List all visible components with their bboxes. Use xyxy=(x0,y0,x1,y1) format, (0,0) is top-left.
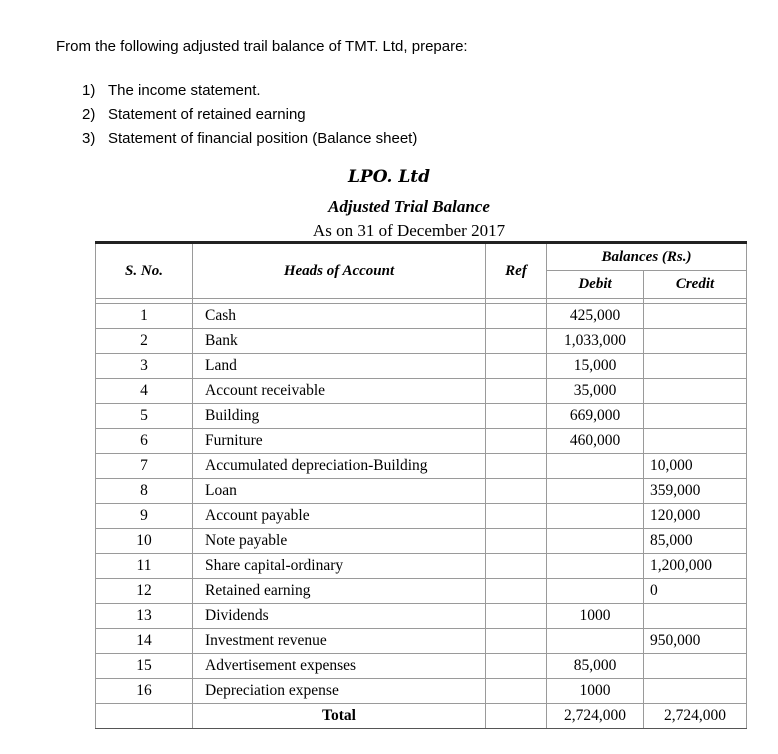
row-head-of-account: Share capital-ordinary xyxy=(193,554,486,579)
row-sno: 5 xyxy=(96,404,193,429)
table-row xyxy=(96,504,747,529)
row-sno: 1 xyxy=(96,304,193,329)
row-ref xyxy=(486,304,547,329)
row-debit xyxy=(547,529,644,554)
row-credit: 85,000 xyxy=(644,529,747,554)
task-list xyxy=(82,79,417,151)
row-debit xyxy=(547,454,644,479)
task-item xyxy=(82,103,417,127)
header-credit: Credit xyxy=(644,271,747,299)
statement-title: Adjusted Trial Balance xyxy=(328,197,490,216)
row-credit xyxy=(644,379,747,404)
row-ref xyxy=(486,354,547,379)
task-item xyxy=(82,79,417,103)
row-ref xyxy=(486,529,547,554)
header-debit: Debit xyxy=(547,271,644,299)
row-sno: 14 xyxy=(96,629,193,654)
row-debit: 35,000 xyxy=(547,379,644,404)
row-sno: 15 xyxy=(96,654,193,679)
row-head-of-account: Bank xyxy=(193,329,486,354)
company-name: LPO. Ltd xyxy=(347,167,431,187)
row-sno: 3 xyxy=(96,354,193,379)
row-head-of-account: Cash xyxy=(193,304,486,329)
row-ref xyxy=(486,654,547,679)
table-row xyxy=(96,604,747,629)
row-sno: 6 xyxy=(96,429,193,454)
table-row xyxy=(96,479,747,504)
row-head-of-account: Accumulated depreciation-Building xyxy=(193,454,486,479)
row-head-of-account: Advertisement expenses xyxy=(193,654,486,679)
row-head-of-account: Furniture xyxy=(193,429,486,454)
row-sno: 4 xyxy=(96,379,193,404)
task-number: 3) xyxy=(82,130,96,147)
row-debit xyxy=(547,629,644,654)
total-credit: 2,724,000 xyxy=(644,704,747,729)
row-credit xyxy=(644,654,747,679)
row-credit xyxy=(644,429,747,454)
task-number: 1) xyxy=(82,82,96,99)
table-row xyxy=(96,579,747,604)
row-head-of-account: Note payable xyxy=(193,529,486,554)
row-ref xyxy=(486,604,547,629)
total-row xyxy=(96,704,747,729)
row-credit: 10,000 xyxy=(644,454,747,479)
row-credit xyxy=(644,329,747,354)
row-debit: 15,000 xyxy=(547,354,644,379)
row-head-of-account: Building xyxy=(193,404,486,429)
table-row xyxy=(96,554,747,579)
row-sno: 9 xyxy=(96,504,193,529)
row-credit: 359,000 xyxy=(644,479,747,504)
row-head-of-account: Account payable xyxy=(193,504,486,529)
row-debit xyxy=(547,504,644,529)
table-row xyxy=(96,529,747,554)
row-sno: 11 xyxy=(96,554,193,579)
total-ref-cell xyxy=(486,704,547,729)
row-head-of-account: Retained earning xyxy=(193,579,486,604)
row-credit xyxy=(644,604,747,629)
row-credit xyxy=(644,354,747,379)
row-sno: 16 xyxy=(96,679,193,704)
row-debit xyxy=(547,579,644,604)
row-debit: 669,000 xyxy=(547,404,644,429)
task-text: The income statement. xyxy=(108,82,261,99)
row-head-of-account: Investment revenue xyxy=(193,629,486,654)
task-number: 2) xyxy=(82,106,96,123)
row-credit xyxy=(644,404,747,429)
row-head-of-account: Dividends xyxy=(193,604,486,629)
row-credit: 0 xyxy=(644,579,747,604)
row-ref xyxy=(486,679,547,704)
row-ref xyxy=(486,504,547,529)
row-credit: 120,000 xyxy=(644,504,747,529)
row-credit: 1,200,000 xyxy=(644,554,747,579)
row-ref xyxy=(486,479,547,504)
row-sno: 10 xyxy=(96,529,193,554)
table-row xyxy=(96,404,747,429)
total-debit: 2,724,000 xyxy=(547,704,644,729)
table-row xyxy=(96,379,747,404)
table-row xyxy=(96,354,747,379)
task-text: Statement of financial position (Balance sheet) xyxy=(108,130,418,147)
row-ref xyxy=(486,329,547,354)
table-row xyxy=(96,654,747,679)
row-ref xyxy=(486,404,547,429)
table-row xyxy=(96,329,747,354)
row-debit: 460,000 xyxy=(547,429,644,454)
trial-balance-table xyxy=(95,241,747,729)
task-item xyxy=(82,127,417,151)
row-sno: 7 xyxy=(96,454,193,479)
row-debit: 1000 xyxy=(547,679,644,704)
row-credit: 950,000 xyxy=(644,629,747,654)
row-sno: 2 xyxy=(96,329,193,354)
row-sno: 8 xyxy=(96,479,193,504)
row-debit xyxy=(547,479,644,504)
header-ref: Ref xyxy=(486,243,547,299)
header-balances: Balances (Rs.) xyxy=(547,243,747,271)
row-sno: 12 xyxy=(96,579,193,604)
table-row xyxy=(96,454,747,479)
row-sno: 13 xyxy=(96,604,193,629)
row-credit xyxy=(644,679,747,704)
intro-line: From the following adjusted trail balance of TMT. Ltd, prepare: xyxy=(56,38,468,55)
row-head-of-account: Account receivable xyxy=(193,379,486,404)
total-label: Total xyxy=(193,704,486,729)
table-row xyxy=(96,429,747,454)
row-head-of-account: Loan xyxy=(193,479,486,504)
total-sno-cell xyxy=(96,704,193,729)
task-text: Statement of retained earning xyxy=(108,106,306,123)
row-head-of-account: Land xyxy=(193,354,486,379)
row-ref xyxy=(486,554,547,579)
table-row xyxy=(96,304,747,329)
row-ref xyxy=(486,629,547,654)
row-debit: 85,000 xyxy=(547,654,644,679)
row-debit xyxy=(547,554,644,579)
row-ref xyxy=(486,454,547,479)
table-row xyxy=(96,629,747,654)
intro-text xyxy=(56,38,468,55)
row-ref xyxy=(486,379,547,404)
row-debit: 1000 xyxy=(547,604,644,629)
row-credit xyxy=(644,304,747,329)
row-ref xyxy=(486,579,547,604)
statement-date: As on 31 of December 2017 xyxy=(312,221,506,240)
header-sno: S. No. xyxy=(96,243,193,299)
row-ref xyxy=(486,429,547,454)
row-head-of-account: Depreciation expense xyxy=(193,679,486,704)
table-row xyxy=(96,679,747,704)
row-debit: 425,000 xyxy=(547,304,644,329)
header-heads-of-account: Heads of Account xyxy=(193,243,486,299)
row-debit: 1,033,000 xyxy=(547,329,644,354)
